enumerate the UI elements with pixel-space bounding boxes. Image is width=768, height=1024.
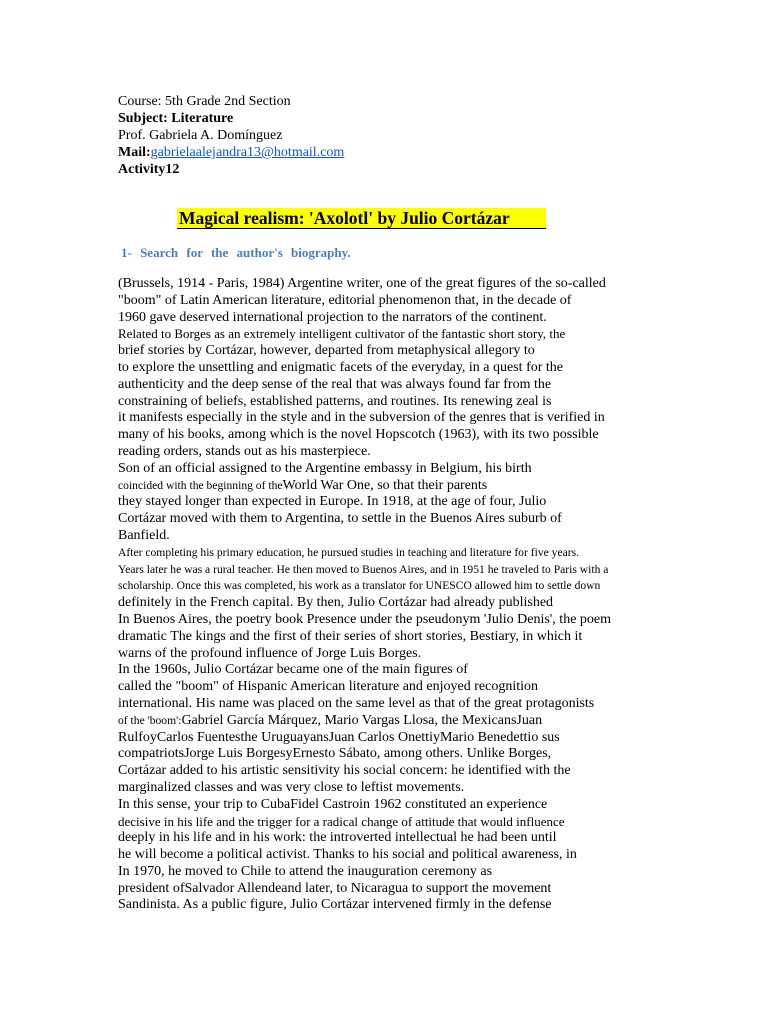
subject-line: Subject: Literature (118, 111, 234, 126)
professor-line: Prof. Gabriela A. Domínguez (118, 128, 283, 143)
text-line: many of his books, among which is the novel Hopscotch (1963), with its two possible (118, 427, 599, 443)
text-line: brief stories by Cortázar, however, departed from metaphysical allegory to (118, 343, 535, 359)
mail-link[interactable]: gabrielaalejandra13@hotmail.com (150, 145, 345, 160)
text-line: In this sense, your trip to CubaFidel Castroin 1962 constituted an experience (118, 796, 548, 812)
title-block (177, 208, 546, 229)
document-title-text: Magical realism: 'Axolotl' by Julio Cortázar (179, 208, 510, 228)
text-line: 1960 gave deserved international projection to the narrators of the continent. (118, 309, 547, 325)
text-line: Cortázar moved with them to Argentina, to settle in the Buenos Aires suburb of (118, 511, 562, 527)
text-line: deeply in his life and in his work: the introverted intellectual he had been until (118, 830, 557, 846)
text-line: constraining of beliefs, established patterns, and routines. Its renewing zeal is (118, 393, 552, 409)
text-line: president ofSalvador Allendeand later, to Nicaragua to support the movement (118, 880, 552, 896)
text-line (118, 478, 663, 495)
biography-text (118, 276, 663, 914)
text-line: reading orders, stands out as his masterpiece. (118, 443, 371, 459)
text-line: (Brussels, 1914 - Paris, 1984) Argentine writer, one of the great figures of the so-called (118, 276, 606, 291)
mail-line (118, 144, 344, 161)
text-line: called the "boom" of Hispanic American literature and enjoyed recognition (118, 679, 539, 695)
text-line-part: World War One, so that their parents (282, 477, 488, 493)
text-line: compatriotsJorge Luis BorgesyErnesto Sábato, among others. Unlike Borges, (118, 746, 552, 762)
task-heading: 1- Search for the author's biography. (121, 245, 351, 260)
text-line-part: Gabriel García Márquez, Mario Vargas Llosa, the MexicansJuan (181, 712, 543, 728)
text-line: After completing his primary education, he pursued studies in teaching and literature for five years. (118, 545, 580, 559)
text-line: Cortázar added to his artistic sensitivity his social concern: he identified with the (118, 763, 571, 779)
text-line: Son of an official assigned to the Argentine embassy in Belgium, his birth (118, 460, 532, 476)
text-line: Related to Borges as an extremely intelligent cultivator of the fantastic short story, the (118, 326, 566, 342)
text-line: decisive in his life and the trigger for a radical change of attitude that would influence (118, 813, 565, 829)
text-line: Years later he was a rural teacher. He then moved to Buenos Aires, and in 1951 he traveled to Paris with a (118, 562, 609, 576)
text-line-small-part: coincided with the beginning of the (118, 478, 283, 492)
text-line: to explore the unsettling and enigmatic facets of the everyday, in a quest for the (118, 359, 563, 375)
text-line: In 1970, he moved to Chile to attend the inauguration ceremony as (118, 863, 493, 879)
text-line: In Buenos Aires, the poetry book Presence under the pseudonym 'Julio Denis', the poem (118, 611, 612, 627)
text-line: authenticity and the deep sense of the real that was always found far from the (118, 376, 552, 392)
text-line: "boom" of Latin American literature, editorial phenomenon that, in the decade of (118, 292, 572, 308)
document-header (118, 93, 344, 178)
text-line: warns of the profound influence of Jorge Luis Borges. (118, 645, 422, 661)
text-line: Sandinista. As a public figure, Julio Cortázar intervened firmly in the defense (118, 897, 552, 913)
text-line: RulfoyCarlos Fuentesthe UruguayansJuan Carlos OnettiyMario Benedettio sus (118, 729, 560, 745)
text-line: they stayed longer than expected in Europe. In 1918, at the age of four, Julio (118, 494, 547, 510)
text-line: it manifests especially in the style and in the subversion of the genres that is verified in (118, 410, 605, 426)
text-line: definitely in the French capital. By then, Julio Cortázar had already published (118, 595, 554, 611)
activity-line: Activity12 (118, 162, 180, 177)
text-line: marginalized classes and was very close to leftist movements. (118, 779, 465, 795)
text-line (118, 713, 663, 730)
document-title (177, 208, 546, 229)
course-line: Course: 5th Grade 2nd Section (118, 94, 291, 109)
text-line: dramatic The kings and the first of their series of short stories, Bestiary, in which it (118, 628, 583, 644)
text-line: scholarship. Once this was completed, his work as a translator for UNESCO allowed him to settle down (118, 579, 601, 593)
mail-label: Mail: (118, 145, 151, 160)
text-line-small-part: of the 'boom': (118, 713, 182, 727)
text-line: Banfield. (118, 527, 170, 543)
text-line: he will become a political activist. Thanks to his social and political awareness, in (118, 847, 577, 863)
text-line: In the 1960s, Julio Cortázar became one of the main figures of (118, 662, 468, 678)
text-line: international. His name was placed on the same level as that of the great protagonists (118, 695, 595, 711)
